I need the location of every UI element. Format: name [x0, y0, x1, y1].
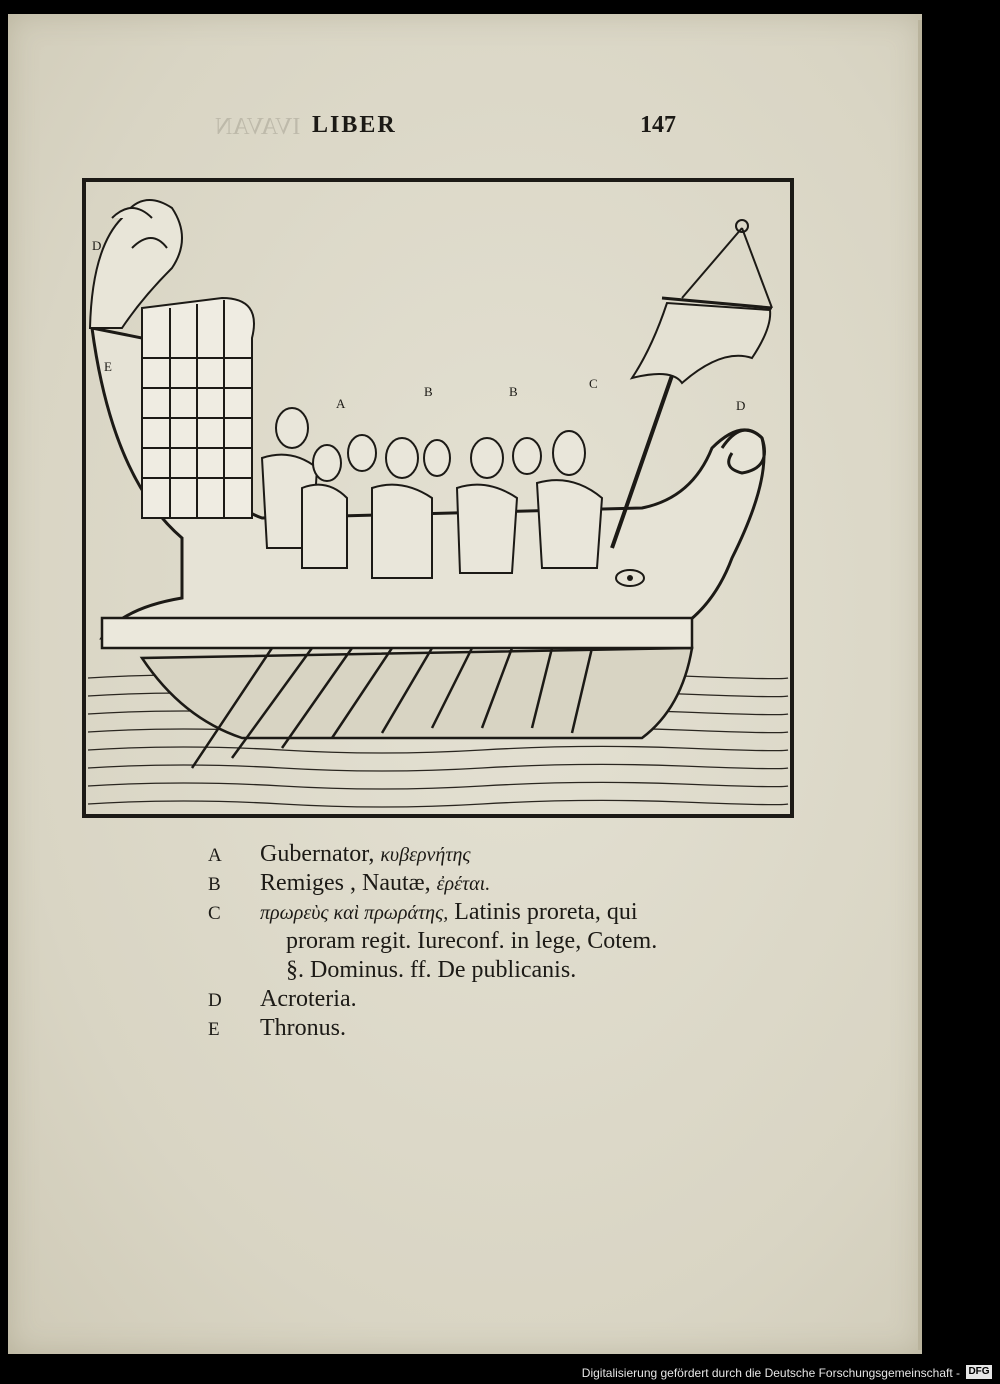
- legend-key: B: [208, 874, 222, 895]
- woodcut-letter-a: A: [336, 396, 346, 411]
- legend-row-c-continuation-2: [208, 956, 768, 985]
- legend-row-e: [208, 1014, 768, 1043]
- deck-beam: [102, 618, 692, 648]
- digitization-credit: Digitalisierung gefördert durch die Deutsche Forschungsgemeinschaft -: [581, 1366, 960, 1380]
- legend-row-b: [208, 869, 768, 898]
- throne-lattice: [142, 298, 254, 518]
- legend-row-a: [208, 840, 768, 869]
- legend-row-c: [208, 898, 768, 927]
- bleed-through-text: IVAVAN: [215, 114, 301, 140]
- figure-legend: [208, 840, 768, 1043]
- woodcut-letter-b-2: B: [509, 384, 518, 399]
- legend-greek: κυβερνήτης: [380, 844, 471, 866]
- legend-row-c-continuation-1: [208, 927, 768, 956]
- woodcut-letter-d-stern: D: [92, 238, 102, 253]
- legend-greek: ἐρέται.: [436, 873, 491, 895]
- running-title: LIBER: [312, 112, 397, 138]
- ship-keel: [142, 648, 692, 738]
- legend-key: D: [208, 990, 223, 1011]
- legend-continuation: §. Dominus. ff. De publicanis.: [286, 957, 577, 983]
- legend-key: E: [208, 1019, 221, 1040]
- woodcut-letter-e: E: [104, 359, 112, 374]
- legend-row-d: [208, 985, 768, 1014]
- banner-flag: [632, 303, 770, 383]
- legend-latin: Latinis proreta, qui: [454, 899, 638, 925]
- legend-key: C: [208, 903, 222, 924]
- woodcut-letter-d-prow: D: [736, 398, 746, 413]
- ship-woodcut: [82, 178, 794, 818]
- legend-greek: πρωρεὺς καὶ πρωράτης,: [260, 902, 449, 924]
- dfg-logo: DFG: [966, 1365, 992, 1379]
- legend-key: A: [208, 845, 223, 866]
- legend-latin: Thronus.: [260, 1015, 346, 1041]
- legend-latin: Remiges , Nautæ,: [260, 870, 431, 896]
- woodcut-letter-c: C: [589, 376, 598, 391]
- woodcut-illustration: [82, 178, 794, 818]
- legend-latin: Acroteria.: [260, 986, 357, 1012]
- legend-latin: Gubernator,: [260, 841, 375, 867]
- page-edge: [918, 20, 922, 1350]
- woodcut-letter-b-1: B: [424, 384, 433, 399]
- rowers: [262, 408, 602, 578]
- legend-continuation: proram regit. Iureconf. in lege, Cotem.: [286, 928, 658, 954]
- page-number: 147: [640, 112, 676, 138]
